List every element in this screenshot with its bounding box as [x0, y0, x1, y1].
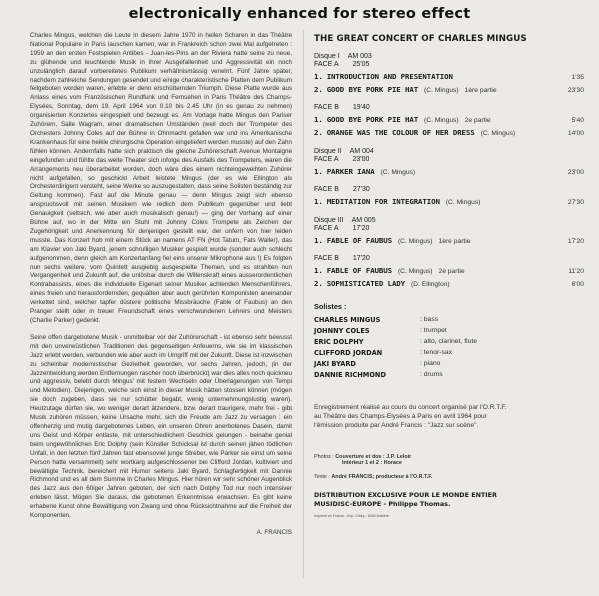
distribution-line-2: MUSIDISC-EUROPE - Philippe Thomas.: [314, 499, 451, 508]
soloist-name: JAKI BYARD: [314, 360, 356, 368]
track-title-text: FABLE OF FAUBUS: [326, 266, 392, 275]
text-credit: [314, 474, 584, 480]
track-title-text: FABLE OF FAUBUS: [326, 236, 392, 245]
face-label: FACE B: [314, 186, 339, 193]
track-title: [314, 266, 392, 275]
soloists-title: Solistes :: [314, 302, 347, 311]
distribution-note: [314, 491, 584, 508]
face-header: [314, 186, 584, 193]
track-duration: 14'00: [567, 130, 584, 137]
track-title: [314, 72, 453, 81]
track-part: 2e partie: [464, 117, 491, 124]
face-label: FACE A: [314, 225, 339, 232]
track-row: [314, 236, 584, 245]
disc-code: AM 003: [347, 53, 372, 60]
track-title: [314, 115, 418, 124]
soloist-instrument: : drums: [420, 371, 443, 378]
soloist-instrument: : bass: [420, 316, 439, 323]
track-title: [314, 167, 375, 176]
track-duration: 17'20: [567, 238, 584, 245]
track-duration: 27'30: [567, 199, 584, 206]
track-row: [314, 279, 584, 288]
soloists-list: [314, 316, 584, 379]
track-duration: 23'00: [567, 169, 584, 176]
track-number: 1.: [314, 72, 323, 81]
disc-code: AM 004: [349, 148, 374, 155]
soloist-name: CHARLES MINGUS: [314, 316, 381, 324]
face-header: [314, 225, 584, 232]
soloist-instrument: : alto, clarinet, flute: [420, 338, 478, 345]
liner-paragraph-2: Seine offen dargebotene Musik - unmittelbar vor der Zuhörerschaft - ist ebenso sehr bewusst mit den unverwüstlichen Traditionen des gegenseitigen Anfeuerns, wie sie im klassischen Jazz erlebt werden, verbunden wie aber auch im Umgriff mit der Zukunft. Diese ist inzwischen zu scheinbar modernistischer Gezietheit geworden, vor sechs Jahren, jedoch, (in der Jazzentwicklung werden Entfernungen rascher noch überbrückt) war dies alles noch quicknеu und aggressiv, belebt durch Mingus' mit festem Wechseln oder Überlagerungen von Tempi und Melodien). Diejenigen, welche sich einst in dieser Musik hätten stossen können (mögen sie doch zugeben, dass sie nur schütter begabt, wenig unternehmungslustig waren). Heutzutage dürfen sie, wo weniger derart ätzendere, bzw. derart traurigere, mehr frei - gibt Musik zuhören müssen, keine Ursache mehr, sich die Freude am Jazz zu versagen : ein offenherzig und mutig dargebotenes Leben, ein unseren Ohren anerbotenes Dasein, damit uns Geist und Körper entlaste, mit unterschiedlichem Geschick gelungen - beinahe genial beim ungewöhnlichen Eric Dolphy (sein Künstler Schicksal ist durch seinen jähen tödlichen Unfall, in den letzten fünf Jahren fast ebensoviel junge Streber, wie Parker sie einst um seine Person hatte versammelt) sehr wortkarg aufgeschlossener bei Clifford Jordan, kultiviert und bewältigte Technik, bereichert mit Humor seitens Jaki Byard, Schlagfertigkeit mit Dannie Richmond und es all dem Summe in Charles Mingus. Hier hören wir sehr schöner Augenblick des Jazz aus den 60iger Jahren geboten, der sich nach Dolphy Tod nur noch intensiver erleben lässt. Mögen Sie daraus, die gebotenen Erkenntnisse erwachsen. Es gibt keine erhabene Kunst ohne Bewältigung von Zwang und ohne Rücksichtnahme auf die Freiheit der Komponenten.: [30, 333, 292, 520]
track-title: [314, 85, 418, 94]
disc-label: Disque II: [314, 148, 342, 155]
track-composer: (C. Mingus): [424, 87, 459, 94]
track-duration: 11'20: [568, 268, 584, 275]
soloist-row: [314, 316, 584, 324]
track-composer: (C. Mingus): [424, 117, 459, 124]
track-row: [314, 115, 584, 124]
face-duration: 19'40: [352, 104, 370, 111]
text-credit-label: Texte :: [314, 474, 330, 480]
soloist-row: [314, 360, 584, 368]
track-title: [314, 128, 475, 137]
track-title-text: GOOD BYE PORK PIE HAT: [326, 115, 419, 124]
column-divider: [303, 30, 304, 578]
track-composer: (C. Mingus): [397, 238, 433, 245]
track-number: 1.: [314, 115, 323, 124]
disc-block: [314, 148, 584, 206]
disc-code: AM 005: [351, 217, 376, 224]
face-duration: 27'30: [352, 186, 370, 193]
track-row: [314, 197, 584, 206]
track-number: 1.: [314, 266, 323, 275]
track-number: 1.: [314, 167, 323, 176]
disc-list: [314, 53, 584, 288]
disc-block: [314, 217, 584, 288]
face-duration: 23'00: [352, 156, 370, 163]
track-title: [314, 197, 440, 206]
tracklist-column: [314, 34, 584, 518]
face-duration: 17'20: [352, 255, 370, 262]
face-header: [314, 156, 584, 163]
soloist-row: [314, 338, 584, 346]
track-row: [314, 167, 584, 176]
photo-credit-line-2: Intérieur 1 et 2 : Horace: [342, 460, 402, 466]
track-row: [314, 266, 584, 275]
track-number: 1.: [314, 197, 323, 206]
track-duration: 23'30: [567, 87, 584, 94]
track-title: [314, 279, 405, 288]
face-gap: [314, 245, 584, 254]
track-number: 2.: [314, 128, 323, 137]
track-title-text: MEDITATION FOR INTEGRATION: [326, 197, 440, 206]
track-row: [314, 85, 584, 94]
track-number: 2.: [314, 279, 323, 288]
printed-by: Imprimé en France - Imp. Clairy - 5060 Aubière: [314, 514, 389, 519]
face-label: FACE B: [314, 104, 339, 111]
soloist-name: JOHNNY COLES: [314, 327, 370, 335]
face-duration: 17'20: [352, 225, 370, 232]
track-duration: 1'35: [571, 74, 584, 81]
soloist-row: [314, 327, 584, 335]
track-duration: 6'00: [571, 281, 584, 288]
track-number: 1.: [314, 236, 323, 245]
track-part: 1ère partie: [464, 87, 497, 94]
photo-credit-label: Photos :: [314, 454, 334, 460]
soloist-row: [314, 371, 584, 379]
soloist-instrument: : piano: [420, 360, 441, 367]
face-label: FACE A: [314, 156, 339, 163]
photo-credit-line-1: Couverture et dos : J.P. Leloir: [335, 454, 412, 460]
soloist-name: ERIC DOLPHY: [314, 338, 364, 346]
track-composer: (D. Ellington): [411, 281, 450, 288]
album-title: THE GREAT CONCERT OF CHARLES MINGUS: [314, 34, 527, 44]
liner-paragraph-1: Charles Mingus, welchen die Leute in diesem Jahre 1970 in hellen Scharen in das Théâtre National Populaire in Paris lauschen kamen, war in Frankreich schon zwei Mal aufgetreten : 1959 an den ersten Festspielen Antibes - Juan-les-Pins an der Riviera hatte seine zu neue, zu glühende und leuchtende Musik in ihrer Ausgefallenheit und Aggressivität ein noch unzulänglich darauf vorbereitetes Publikum verhältnismässig verwirrt. Fünf Jahre später, nachdem zahlreiche Sendungen gesendet und einige charakteristische Platten dem Publikum feilgeboten worden waren, erlebte er denn erschütternden Triumph. Diese Platte wurde aus Anlass eines vom Französischen Rundfunk und Fernsehen in Paris Théâtre des Champs-Elysées, Sonntag, dem 19. April 1964 von 0.10 bis 2.45 Uhr (in es genau zu nehmen) organisierten Konzertes eingespielt und bezeugt es. Am Vortage hatte Mingus den Pariser Zuhörern, Salle Wagram, einer dramatischen Umständen (weil doch der Trompeter des Orchesters Johnny Coles auf der Bühne in Ohnmacht gefallen war und ins Amerikanische Krankenhaus für eine heikle chirurgische Operation eingeliefert werden musste) auf den Zahn fühlen können. Andernfalls hatte sich praktisch die gleiche Zuhörerschaft Avenue Montaigne eingefunden und fühlte das weite Theater sich infolge des Ausfalls des Trompeters, waren die Arrangements neu überarbeitet worden, doch wäre dies einem nichteingeweihten Zuhörer nicht aufgefallen, so geschickt Arbeit leistete Mingus (der es wie Ellington als Orchesterdirigent versteht, seine Werke so auszugestalten, dass seine Solisten beständig zur Geltung kommen). Fast auf die Minute genau — denn Mingus zeigt sich ebenso anspruchsvoll mit seinen Musikern wie redlich dem Publikum gegenüber und liebt Genauigkeit (seltsich, wie aber auch musikalisch genau!) — ging der Vorhang auf einer Bühne auf, wo in der Mitte ein Stuhl mit Johnny Coles Trompete als Zeichen der Zugehörigkeit und Anerkennung für denjenigen gestellt war, der unfern von hier leiden musste. Das Konzert hob mit einem Stück an namens AT FN (Hot Tatum, Fats Waller), das am Klavier von Jaki Byard, jenem schrulligen Musiker gespielt wurde (sonder auch schlecht aufgenommen, denn gleich am Konzertanfang fiel eins unserer Mikrophone aus !) Es folgten nun sechs weitere, vom Quintett ausgiebig ausgespielte Themen, und es strahlten nun Vergangenheit und Zukunft auf, die unlösbar durch die Willenskraft eines ausserordentlichen Kontrabassists, eines die individuelle Eigenart seiner Musiker achtenden Menschenführers, eines freien und herausfordernden, gequälten aber auch gerührten Komponisten aneinander verkettet sind, welcher tapfer düstere politische Missbräuche (Fable of Faubus) an den Pranger stellt oder in treuer Freundschaft eines verschwundenen Lehrers und Meisters (Charlie Parker) gedenkt.: [30, 32, 292, 324]
track-composer: (C. Mingus): [380, 169, 416, 176]
track-title-text: SOPHISTICATED LADY: [326, 279, 405, 288]
track-composer: (C. Mingus): [480, 130, 516, 137]
disc-title: [314, 217, 584, 224]
track-duration: 5'40: [571, 117, 584, 124]
disc-title: [314, 148, 584, 155]
liner-notes: [30, 32, 292, 538]
disc-title: [314, 53, 584, 60]
track-composer: (C. Mingus): [445, 199, 481, 206]
face-header: [314, 255, 584, 262]
soloist-name: CLIFFORD JORDAN: [314, 349, 383, 357]
disc-block: [314, 53, 584, 137]
face-label: FACE A: [314, 61, 339, 68]
track-composer: (C. Mingus): [397, 268, 433, 275]
disc-label: Disque I: [314, 53, 340, 60]
stereo-banner: electronically enhanced for stereo effect: [128, 6, 471, 22]
soloist-instrument: : trumpet: [420, 327, 447, 334]
face-duration: 25'05: [352, 61, 370, 68]
track-title: [314, 236, 392, 245]
track-title-text: INTRODUCTION AND PRESENTATION: [326, 72, 453, 81]
soloist-row: [314, 349, 584, 357]
liner-signature: A. FRANCIS: [256, 528, 292, 536]
photo-credit: [314, 454, 584, 466]
face-gap: [314, 176, 584, 185]
distribution-line-1: DISTRIBUTION EXCLUSIVE POUR LE MONDE ENTIER: [314, 491, 497, 499]
text-credit-value: André FRANCIS; producteur à l'O.R.T.F.: [331, 474, 433, 480]
soloist-name: DANNIE RICHMOND: [314, 371, 386, 379]
track-title-text: GOOD BYE PORK PIE HAT: [326, 85, 419, 94]
track-part: 1ère partie: [438, 238, 471, 245]
track-title-text: PARKER IANA: [326, 167, 375, 176]
track-row: [314, 72, 584, 81]
track-number: 2.: [314, 85, 323, 94]
face-gap: [314, 94, 584, 103]
face-header: [314, 104, 584, 111]
track-title-text: ORANGE WAS THE COLOUR OF HER DRESS: [326, 128, 475, 137]
face-header: [314, 61, 584, 68]
recording-note: Enregistrement réalisé au cours du concert organisé par l'O.R.T.F. au Théâtre des Champs-Elysées à Paris en avril 1964 pour l'émission produite par André Francis : "Jazz sur scène".: [314, 404, 507, 429]
disc-label: Disque III: [314, 217, 344, 224]
track-part: 2e partie: [438, 268, 465, 275]
track-row: [314, 128, 584, 137]
soloist-instrument: : tenor-sax: [420, 349, 453, 356]
face-label: FACE B: [314, 255, 339, 262]
